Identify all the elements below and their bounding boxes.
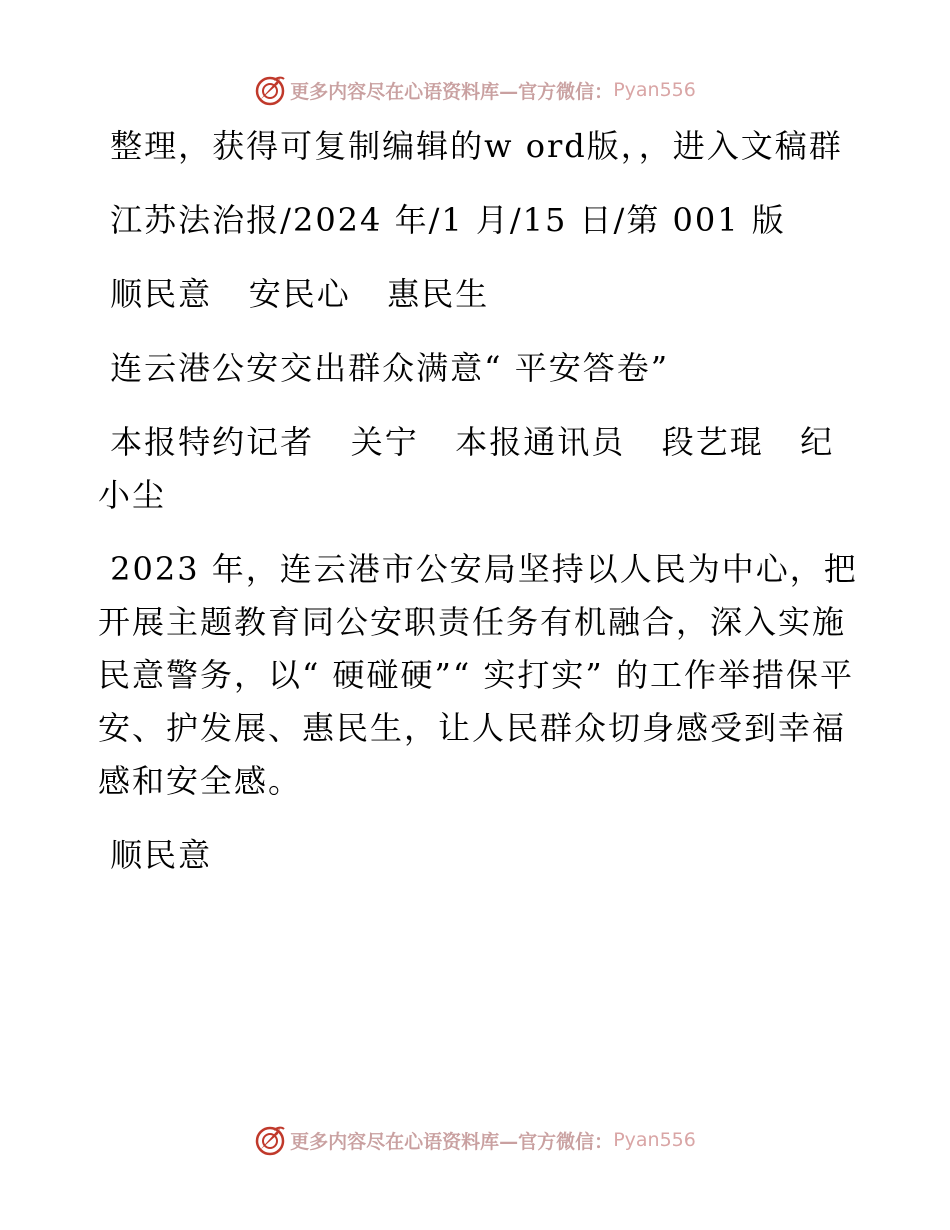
- footer-banner: [0, 1120, 950, 1160]
- intro-line: 整理，获得可复制编辑的w ord版，，进入文稿群: [98, 127, 843, 165]
- banner-wechat-label: 官方微信：: [518, 80, 614, 103]
- banner-text: 更多内容尽在心语资料库—: [290, 1130, 519, 1153]
- article-title: 连云港公安交出群众满意“ 平安答卷”: [98, 349, 670, 387]
- logo-icon: [254, 1124, 286, 1156]
- source-line: 江苏法治报/2024 年/1 月/15 日/第 001 版: [98, 201, 786, 239]
- document-body: [98, 120, 858, 903]
- subheading: 顺民意 安民心 惠民生: [98, 275, 490, 313]
- section-heading: 顺民意: [98, 836, 213, 874]
- byline: 本报特约记者 关宁 本报通讯员 段艺琨 纪小尘: [98, 423, 835, 514]
- banner-wechat-label: 官方微信：: [518, 1130, 614, 1153]
- banner-text: 更多内容尽在心语资料库—: [290, 80, 519, 103]
- header-banner: [0, 70, 950, 110]
- logo-icon: [254, 74, 286, 106]
- banner-wechat-id: Pyan556: [613, 1129, 696, 1151]
- banner-wechat-id: Pyan556: [613, 79, 696, 101]
- lead-paragraph: 2023 年，连云港市公安局坚持以人民为中心，把开展主题教育同公安职责任务有机融合，深入实施民意警务，以“ 硬碰硬”“ 实打实” 的工作举措保平安、护发展、惠民生，让人民群众切身感受到幸福感和安全感。: [98, 550, 858, 800]
